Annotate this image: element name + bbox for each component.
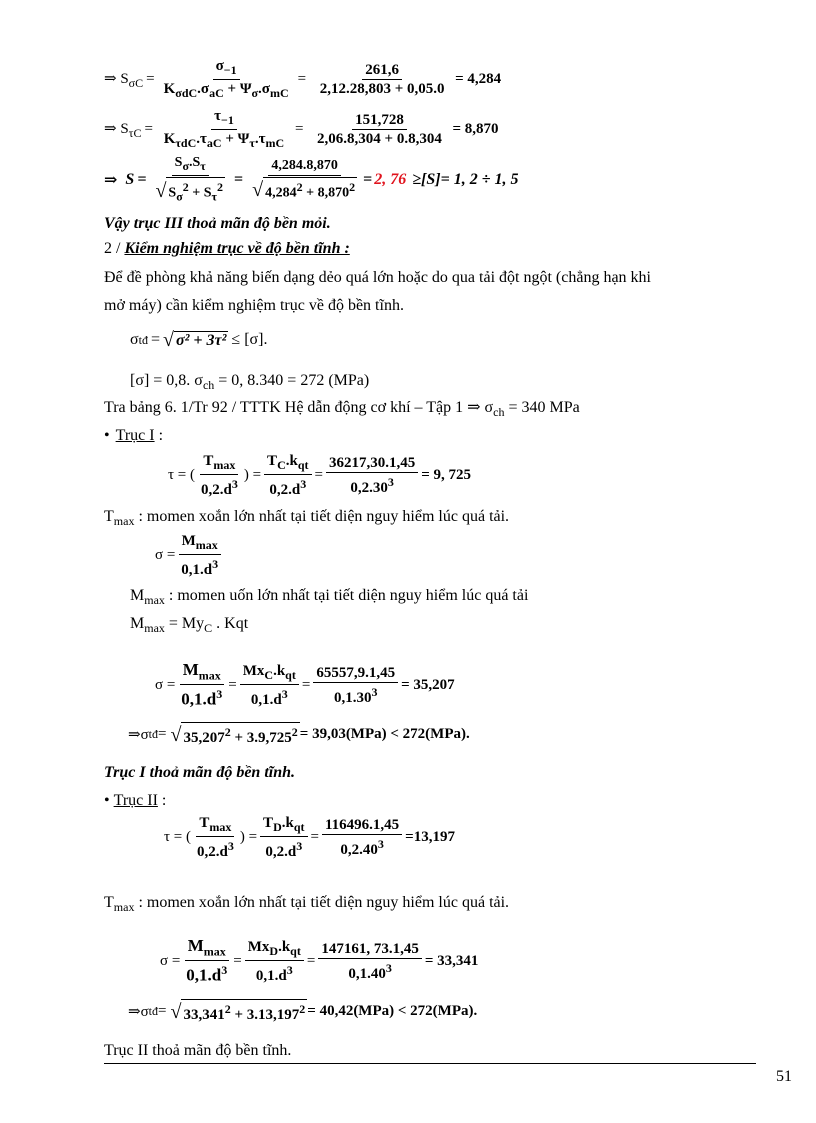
- eq3-condition: ≥[S]= 1, 2 ÷ 1, 5: [412, 171, 519, 189]
- shaft-1-label: • Trục I :: [104, 427, 164, 444]
- table-reference: Tra bảng 6. 1/Tr 92 / TTTK Hệ dẫn động cơ khí – Tập 1 ⇒ $\sigma_{ch} = 340$ MPa: [104, 399, 580, 420]
- sigma1-result: = 35,207: [401, 676, 455, 693]
- eq3-fraction-symbolic: $S_\sigma.S_\tau$ √ $S_\sigma^2 + S_\tau^2$: [155, 155, 224, 204]
- equation-sigma-definition: σ = $\frac{M_{max}}{0,1.d^3}$: [155, 533, 224, 578]
- eq1-equals: =: [146, 71, 155, 87]
- eq3-fraction-numeric: 4,284.8,870 √ $4,284^2 + 8,870^2$: [252, 157, 356, 201]
- allowable-stress: [σ] = 0,8. $\sigma_{ch} = 0$, 8.340 = 272 (MPa): [130, 372, 370, 393]
- tau2-result: =13,197: [405, 829, 455, 845]
- equation-tau-shaft-2: τ = ( $\frac{T_{max}}{0,2.d^3}$ ) = $\frac{T_D.k_{qt}}{0,2.d^3}$ = $\frac{116496.1,45}{0,2.40^3}$ =13,197: [164, 815, 455, 860]
- eq2-lhs: ⇒ S: [104, 120, 129, 137]
- tmax-description-2: $T_{max}$ : momen xoắn lớn nhất tại tiết diện nguy hiểm lúc quá tải.: [104, 894, 510, 915]
- page-number: 51: [776, 1068, 792, 1085]
- eq1-lhs: ⇒ S: [104, 70, 129, 87]
- mmax-equation: $M_{max} = My_C$ . Kqt: [130, 615, 249, 636]
- section-title: Kiểm nghiệm trục về độ bền tĩnh :: [124, 240, 350, 257]
- paragraph-line-2: mở máy) cần kiểm nghiệm trục về độ bền tĩnh.: [104, 297, 404, 314]
- equation-sigma-td-shaft-1: ⇒σ tđ = √ $35,207^2 + 3.9,725^2$ = 39,03(MPa) < 272(MPa).: [128, 723, 470, 746]
- mmax-description: $M_{max}$ : momen uốn lớn nhất tại tiết diện nguy hiểm lúc quá tải: [130, 587, 529, 608]
- equation-sigma-td-shaft-2: ⇒σ tđ = √ $33,341^2 + 3.13,197^2$ = 40,42(MPa) < 272(MPa).: [128, 1000, 478, 1023]
- conclusion-shaft-1: Trục I thoả mãn độ bền tĩnh.: [104, 764, 296, 781]
- sigma2-result: = 33,341: [424, 952, 479, 969]
- tau1-result: = 9, 725: [421, 467, 472, 483]
- equation-tau-shaft-1: τ = ( $\frac{T_{max}}{0,2.d^3}$ ) = $\frac{T_C.k_{qt}}{0,2.d^3}$ = $\frac{36217,30.1,45}{0,2.30^3}$ = 9, 725: [168, 453, 472, 498]
- equation-sigma-shaft-2: σ = $\frac{M_{max}}{0,1.d^3}$ = $\frac{Mx_D.k_{qt}}{0,1.d^3}$ = $\frac{147161, 73.1,45}{0,1.40^3}$ = 33,341: [160, 936, 479, 986]
- equation-s-total: ⇒ S = $S_\sigma.S_\tau$ √ $S_\sigma^2 + S_\tau^2$ = 4,284.8,870 √ $4,284^2 + 8,870^2$ = 2, 76 ≥[S]= 1, 2 ÷ 1, 5: [104, 155, 519, 204]
- equation-s-sigma-c: ⇒ $S_{\sigma C}$ = $\frac{\sigma_{-1}}{K_{\sigma dC}.\sigma_{aC} + \Psi_\sigma.\sigma_{mC}}$ = $\frac{261,6}{2,12.28,803 + 0,05.0}$ = 4,284: [104, 58, 502, 100]
- eq1-lhs-sub: σC: [128, 75, 144, 90]
- eq2-result: = 8,870: [452, 121, 499, 137]
- shaft-2-label: • Trục II :: [104, 792, 167, 809]
- conclusion-fatigue: Vậy trục III thoả mãn độ bền mỏi.: [104, 215, 331, 232]
- eq1-fraction-symbolic: $\frac{\sigma_{-1}}{K_{\sigma dC}.\sigma_{aC} + \Psi_\sigma.\sigma_{mC}}$: [163, 58, 289, 100]
- eq2-fraction-symbolic: $\frac{\tau_{-1}}{K_{\tau dC}.\tau_{aC} + \Psi_\tau.\tau_{mC}}$: [163, 108, 285, 150]
- td2-result: = 40,42(MPa) < 272(MPa).: [307, 1003, 478, 1019]
- eq3-result: 2, 76: [374, 171, 407, 189]
- equation-s-tau-c: ⇒ $S_{\tau C}$ = $\frac{\tau_{-1}}{K_{\tau dC}.\tau_{aC} + \Psi_\tau.\tau_{mC}}$ = $\frac{151,728}{2,06.8,304 + 0.8,304}$ = 8,870: [104, 108, 499, 150]
- eq1-fraction-numeric: $\frac{261,6}{2,12.28,803 + 0,05.0}$: [319, 62, 445, 97]
- footer-divider: [104, 1063, 756, 1064]
- eq2-fraction-numeric: $\frac{151,728}{2,06.8,304 + 0.8,304}$: [317, 112, 442, 147]
- section-heading: 2 / Kiểm nghiệm trục về độ bền tĩnh :: [104, 240, 350, 257]
- eq1-num: σ: [215, 58, 224, 74]
- paragraph-line-1: Để đề phòng khả năng biến dạng dẻo quá lớn hoặc do qua tải đột ngột (chẳng hạn khi: [104, 269, 651, 286]
- equation-sigma-td: σ tđ = √ σ² + 3τ² ≤ [σ].: [130, 329, 268, 351]
- eq1-result: = 4,284: [455, 71, 502, 87]
- td1-result: = 39,03(MPa) < 272(MPa).: [299, 726, 470, 742]
- conclusion-shaft-2: Trục II thoả mãn độ bền tĩnh.: [104, 1042, 292, 1059]
- tmax-description-1: $T_{max}$ : momen xoắn lớn nhất tại tiết diện nguy hiểm lúc quá tải.: [104, 508, 510, 529]
- equation-sigma-shaft-1: σ = $\frac{M_{max}}{0,1.d^3}$ = $\frac{Mx_C.k_{qt}}{0,1.d^3}$ = $\frac{65557,9.1,45}{0,1.30^3}$ = 35,207: [155, 660, 455, 710]
